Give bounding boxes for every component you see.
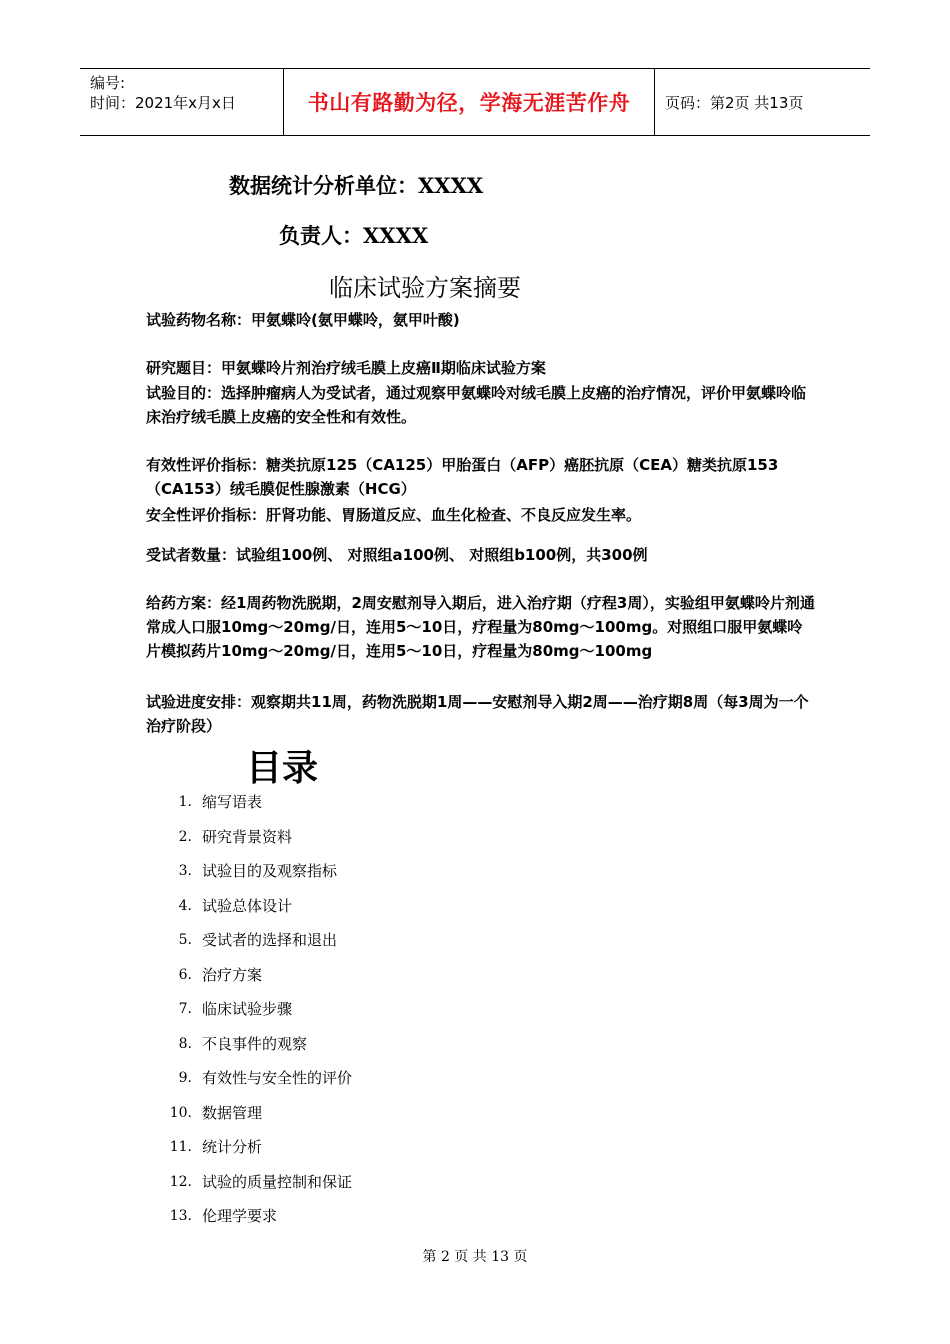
- toc-item-number: 3.: [178, 863, 192, 879]
- toc-item-text: 研究背景资料: [202, 827, 293, 846]
- toc-item: [146, 1099, 546, 1134]
- toc-item-text: 受试者的选择和退出: [202, 931, 338, 949]
- toc-item-number: 1.: [178, 794, 192, 810]
- toc-item-number: 10.: [169, 1104, 192, 1121]
- toc-item: [146, 1202, 546, 1237]
- header-page-info: 页码：第2页 共13页: [665, 93, 804, 112]
- toc-item-text: 缩写语表: [202, 793, 263, 811]
- toc-item-text: 试验总体设计: [202, 896, 293, 915]
- toc-item-number: 5.: [178, 932, 192, 948]
- toc-item: [146, 1064, 546, 1099]
- schedule: 试验进度安排：观察期共11周，药物洗脱期1周——安慰剂导入期2周——治疗期8周（每3周为一个治疗阶段）: [146, 693, 809, 735]
- toc-item-number: 12.: [169, 1173, 192, 1190]
- header-motto: 书山有路勤为径，学海无涯苦作舟: [283, 69, 655, 135]
- table-of-contents: [146, 788, 546, 1237]
- safety-indicators: 安全性评价指标：肝肾功能、胃肠道反应、血生化检查、不良反应发生率。: [146, 506, 642, 524]
- study-purpose: 试验目的：选择肿瘤病人为受试者，通过观察甲氨蝶呤对绒毛膜上皮癌的治疗情况，评价甲氨蝶呤临床治疗绒毛膜上皮癌的安全性和有效性。: [146, 384, 807, 426]
- toc-item: [146, 788, 546, 823]
- efficacy-indicators: 有效性评价指标：糖类抗原125（CA125）甲胎蛋白（AFP）癌胚抗原（CEA）糖类抗原153（CA153）绒毛膜促性腺激素（HCG）: [146, 456, 779, 498]
- toc-item-number: 8.: [178, 1035, 192, 1052]
- toc-item-text: 不良事件的观察: [202, 1034, 308, 1053]
- toc-item-number: 9.: [178, 1070, 192, 1086]
- time-label: 时间：2021年x月x日: [90, 94, 236, 112]
- study-topic: 研究题目：甲氨蝶呤片剂治疗绒毛膜上皮癌Ⅱ期临床试验方案: [146, 359, 546, 377]
- toc-item-number: 4.: [178, 897, 192, 914]
- analysis-unit: 数据统计分析单位：XXXX: [229, 173, 484, 198]
- toc-item-text: 数据管理: [202, 1103, 263, 1122]
- toc-item-number: 13.: [169, 1208, 192, 1224]
- page-footer: 第 2 页 共 13 页: [422, 1249, 528, 1265]
- toc-item: [146, 892, 546, 927]
- toc-item: [146, 1030, 546, 1065]
- toc-item-text: 治疗方案: [202, 965, 263, 984]
- toc-item-text: 试验目的及观察指标: [202, 862, 338, 880]
- toc-item-text: 临床试验步骤: [202, 1000, 293, 1018]
- toc-item: [146, 857, 546, 892]
- toc-item-number: 6.: [178, 966, 192, 983]
- toc-item: [146, 1168, 546, 1203]
- toc-item-text: 统计分析: [202, 1138, 263, 1156]
- toc-item: [146, 926, 546, 961]
- header-meta: [80, 69, 283, 135]
- subject-count: 受试者数量：试验组100例、 对照组a100例、 对照组b100例，共300例: [146, 546, 648, 564]
- toc-item-text: 伦理学要求: [202, 1207, 278, 1225]
- dosing-plan: 给药方案：经1周药物洗脱期，2周安慰剂导入期后，进入治疗期（疗程3周），实验组甲氨蝶呤片剂通常成人口服10mg～20mg/日，连用5～10日，疗程量为80mg～100mg。对照组口服甲氨蝶呤片模拟药片10mg～20mg/日，连用5～10日，疗程量为80mg～100mg: [146, 594, 815, 660]
- toc-item-number: 11.: [169, 1139, 192, 1155]
- number-label: 编号:: [90, 74, 126, 92]
- page-header: [80, 68, 870, 136]
- toc-item-number: 2.: [178, 828, 192, 845]
- toc-item-number: 7.: [178, 1001, 192, 1017]
- responsible-person: 负责人：XXXX: [279, 223, 429, 248]
- toc-item-text: 试验的质量控制和保证: [202, 1172, 353, 1191]
- toc-item: [146, 1133, 546, 1168]
- toc-item: [146, 995, 546, 1030]
- page-title: 临床试验方案摘要: [329, 274, 521, 302]
- toc-item: [146, 823, 546, 858]
- toc-item: [146, 961, 546, 996]
- toc-item-text: 有效性与安全性的评价: [202, 1069, 353, 1087]
- drug-name: 试验药物名称：甲氨蝶呤(氨甲蝶呤，氨甲叶酸): [146, 311, 460, 329]
- toc-title: 目录: [246, 748, 319, 789]
